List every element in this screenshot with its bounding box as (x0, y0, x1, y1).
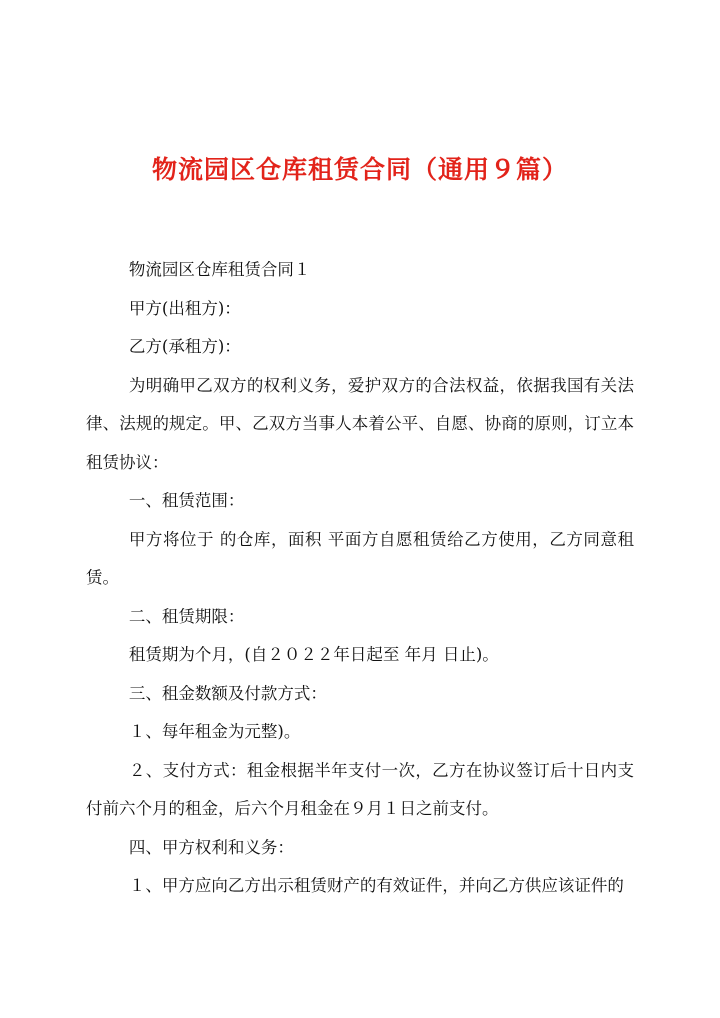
document-title: 物流园区仓库租赁合同（通用９篇） (151, 155, 568, 184)
paragraph-party-a: 甲方(出租方)： (128, 298, 241, 318)
section-heading-party-a-rights: 四、甲方权利和义务： (128, 837, 294, 857)
document-body (86, 251, 634, 906)
paragraph-preamble: 为明确甲乙双方的权利义务，爱护双方的合法权益，依据我国有关法律、法规的规定。甲、乙双方当事人本着公平、自愿、协商的原则，订立本租赁协议： (86, 375, 634, 472)
section-heading-rent: 三、租金数额及付款方式： (128, 683, 327, 703)
paragraph-rent-amount: １、每年租金为元整)。 (128, 722, 301, 741)
paragraph-payment-method: ２、支付方式：租金根据半年支付一次，乙方在协议签订后十日内支付前六个月的租金，后六个月租金在９月１日之前支付。 (86, 760, 634, 818)
paragraph-contract-heading: 物流园区仓库租赁合同１ (128, 260, 311, 279)
section-heading-term: 二、租赁期限： (128, 606, 245, 626)
paragraph-scope: 甲方将位于 的仓库，面积 平面方自愿租赁给乙方使用，乙方同意租赁。 (86, 529, 634, 587)
paragraph-term: 租赁期为个月，(自２０２２年日起至 年月 日止)。 (128, 645, 499, 664)
section-heading-scope: 一、租赁范围： (128, 491, 245, 510)
paragraph-party-b: 乙方(承租方)： (128, 337, 241, 356)
paragraph-party-a-obligation-1: １、甲方应向乙方出示租赁财产的有效证件，并向乙方供应该证件的 (128, 876, 624, 895)
